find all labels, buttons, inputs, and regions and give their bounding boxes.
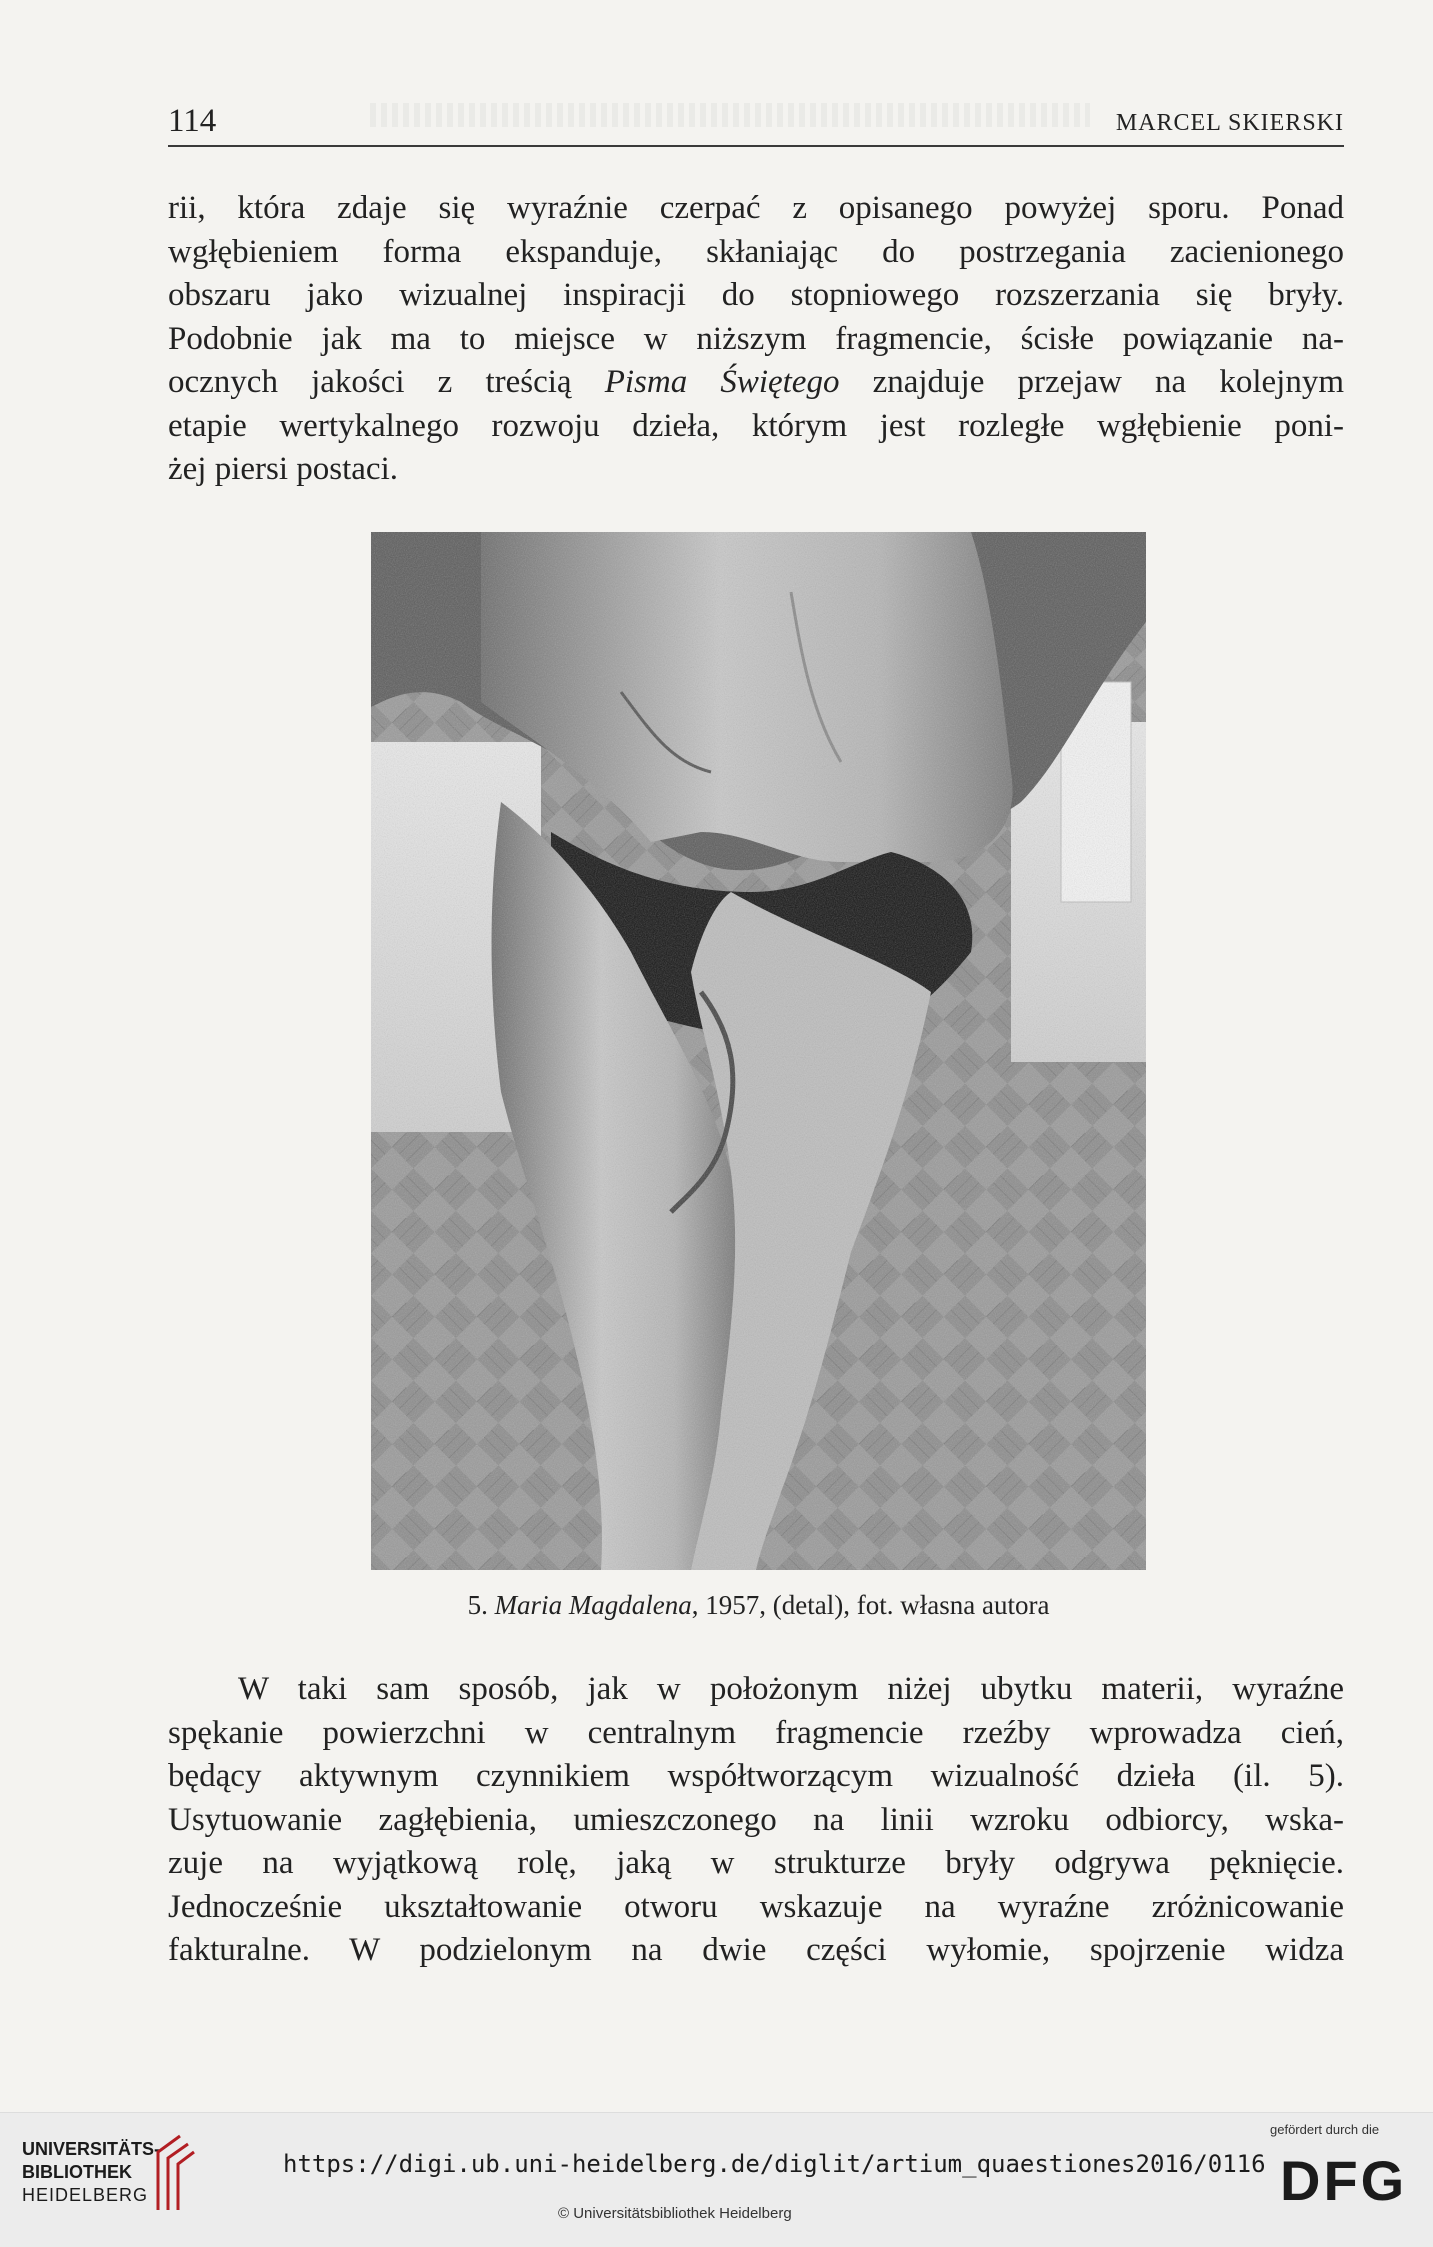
library-name-line2: BIBLIOTHEK [22,2162,132,2182]
library-name-line1: UNIVERSITÄTS- [22,2139,161,2159]
library-logo [22,2138,160,2207]
running-head-author: MARCEL SKIERSKI [1115,110,1344,136]
text-line: etapie wertykalnego rozwoju dzieła, którym jest rozległe wgłębienie poni- [168,407,1344,444]
caption-details: , 1957, (detal), fot. własna autora [691,1590,1050,1620]
body-paragraph-1 [168,187,1344,492]
page-number: 114 [168,103,217,139]
caption-artwork-title: Maria Magdalena [494,1590,692,1620]
source-url-link[interactable]: https://digi.ub.uni-heidelberg.de/diglit/artium_quaestiones2016/0116 [283,2150,1266,2178]
caption-number: 5. [467,1590,495,1620]
italic-title: Pisma Świętego [604,364,840,400]
header-rule [168,145,1344,147]
text-line: Usytuowanie zagłębienia, umieszczonego na linii wzroku odbiorcy, wska- [168,1801,1344,1838]
library-mark-icon [150,2132,196,2212]
text-line: żej piersi postaci. [168,451,399,487]
body-paragraph-2 [168,1668,1344,1973]
text-line: zuje na wyjątkową rolę, jaką w strukturze bryły odgrywa pęknięcie. [168,1845,1344,1881]
bleed-through-text [370,103,1090,127]
figure-caption [371,1590,1146,1621]
library-name-line3: HEIDELBERG [22,2185,149,2205]
text-line: fakturalne. W podzielonym na dwie części wyłomie, spojrzenie widza [168,1932,1344,1968]
text-line: wgłębieniem forma ekspanduje, skłaniając do postrzegania zacienionego [168,233,1344,270]
text-line: obszaru jako wizualnej inspiracji do stopniowego rozszerzania się bryły. [168,277,1344,313]
funding-note: gefördert durch die [1270,2122,1380,2137]
text-line: Podobnie jak ma to miejsce w niższym fragmencie, ścisłe powiązanie na- [168,320,1344,357]
text-run: ocznych jakości z treścią [168,364,605,400]
text-line: W taki sam sposób, jak w położonym niżej ubytku materii, wyraźne [238,1671,1344,1707]
sculpture-photo [371,532,1146,1570]
footer-bar [0,2112,1433,2247]
text-run: znajduje przejaw na kolejnym [839,364,1344,400]
text-line: rii, która zdaje się wyraźnie czerpać z opisanego powyżej sporu. Ponad [168,190,1344,226]
text-line [168,361,1344,405]
dfg-logo: DFG [1280,2149,1408,2212]
figure-photo-sculpture-detail [371,532,1146,1570]
text-line: Jednocześnie ukształtowanie otworu wskazuje na wyraźne zróżnicowanie [168,1888,1344,1925]
text-line: spękanie powierzchni w centralnym fragmencie rzeźby wprowadza cień, [168,1714,1344,1751]
text-line: będący aktywnym czynnikiem współtworzącym wizualność dzieła (il. 5). [168,1758,1344,1794]
copyright-notice: © Universitätsbibliothek Heidelberg [558,2205,792,2222]
